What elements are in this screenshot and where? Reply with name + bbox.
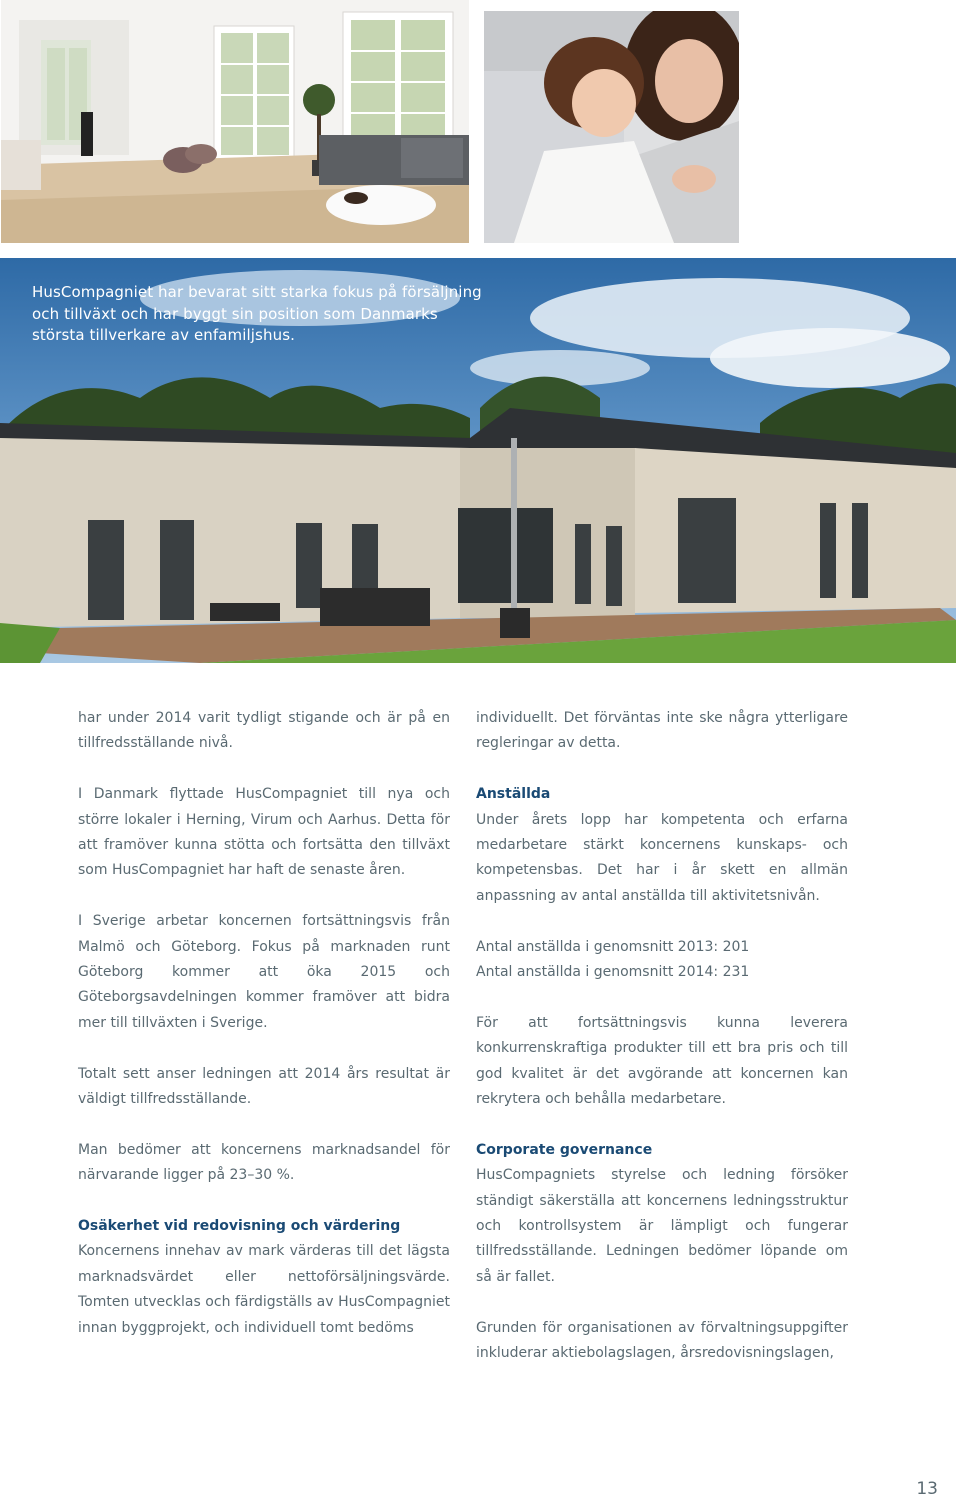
caption-line-1: HusCompagniet har bevarat sitt starka fokus på: [32, 283, 398, 301]
paragraph: Man bedömer att koncernens marknadsandel för närvarande ligger på 23–30 %.: [78, 1141, 450, 1184]
mother-and-daughter-photo: [484, 11, 739, 243]
photo-caption: [32, 282, 492, 347]
paragraph: HusCompagniets styrelse och ledning försöker ständigt säkerställa att koncernens ledningsstruktur och kontrollsystem är lämpligt och fungerar tillfredsställande. Ledningen bedömer löpande om så är fallet.: [476, 1167, 848, 1285]
section-heading: Anställda: [476, 786, 551, 803]
paragraph: har under 2014 varit tydligt stigande och är på en tillfredsställande nivå.: [78, 710, 450, 752]
page-number: 13: [916, 1479, 938, 1499]
stat-line: Antal anställda i genomsnitt 2013: 201: [476, 938, 750, 955]
interior-photo: [1, 0, 469, 243]
left-text-column: [78, 706, 450, 1341]
section-heading: Osäkerhet vid redovisning och värdering: [78, 1218, 401, 1235]
paragraph: I Danmark flyttade HusCompagniet till nya och större lokaler i Herning, Virum och Aarhus. Detta för att framöver kunna stötta och fortsätta den tillväxt som HusCompagniet har haft de senaste åren.: [78, 786, 450, 879]
right-text-column: [476, 706, 848, 1366]
caption-line-2: försäljning och tillväxt och har byggt sin position som: [32, 283, 482, 323]
section-heading: Corporate governance: [476, 1141, 653, 1158]
caption-line-3: Danmarks största tillverkare av enfamiljshus.: [32, 304, 438, 344]
employee-stats: [476, 935, 848, 986]
paragraph: Under årets lopp har kompetenta och erfarna medarbetare stärkt koncernens kunskaps- och kompetensbas. Det har i år skett en allmän anpassning av antal anställda till aktivitetsnivån.: [476, 811, 848, 904]
paragraph: Totalt sett anser ledningen att 2014 års resultat är väldigt tillfredsställande.: [78, 1065, 450, 1108]
paragraph: Koncernens innehav av mark värderas till det lägsta marknadsvärdet eller nettoförsäljningsvärde. Tomten utvecklas och färdigställs av HusCompagniet innan byggprojekt, och individuell tomt bedöms: [78, 1243, 450, 1336]
paragraph: individuellt. Det förväntas inte ske några ytterligare regleringar av detta.: [476, 710, 848, 752]
paragraph: För att fortsättningsvis kunna leverera konkurrenskraftiga produkter till ett bra pris och till god kvalitet är det avgörande att koncernen kan rekrytera och behålla medarbetare.: [476, 1014, 848, 1108]
paragraph: Grunden för organisationen av förvaltningsuppgifter inkluderar aktiebolagslagen, årsredovisningslagen,: [476, 1319, 848, 1362]
paragraph: I Sverige arbetar koncernen fortsättningsvis från Malmö och Göteborg. Fokus på marknaden runt Göteborg kommer att öka 2015 och Göteborgsavdelningen kommer framöver att bidra mer till tillväxten i Sverige.: [78, 913, 450, 1031]
stat-line: Antal anställda i genomsnitt 2014: 231: [476, 964, 750, 981]
